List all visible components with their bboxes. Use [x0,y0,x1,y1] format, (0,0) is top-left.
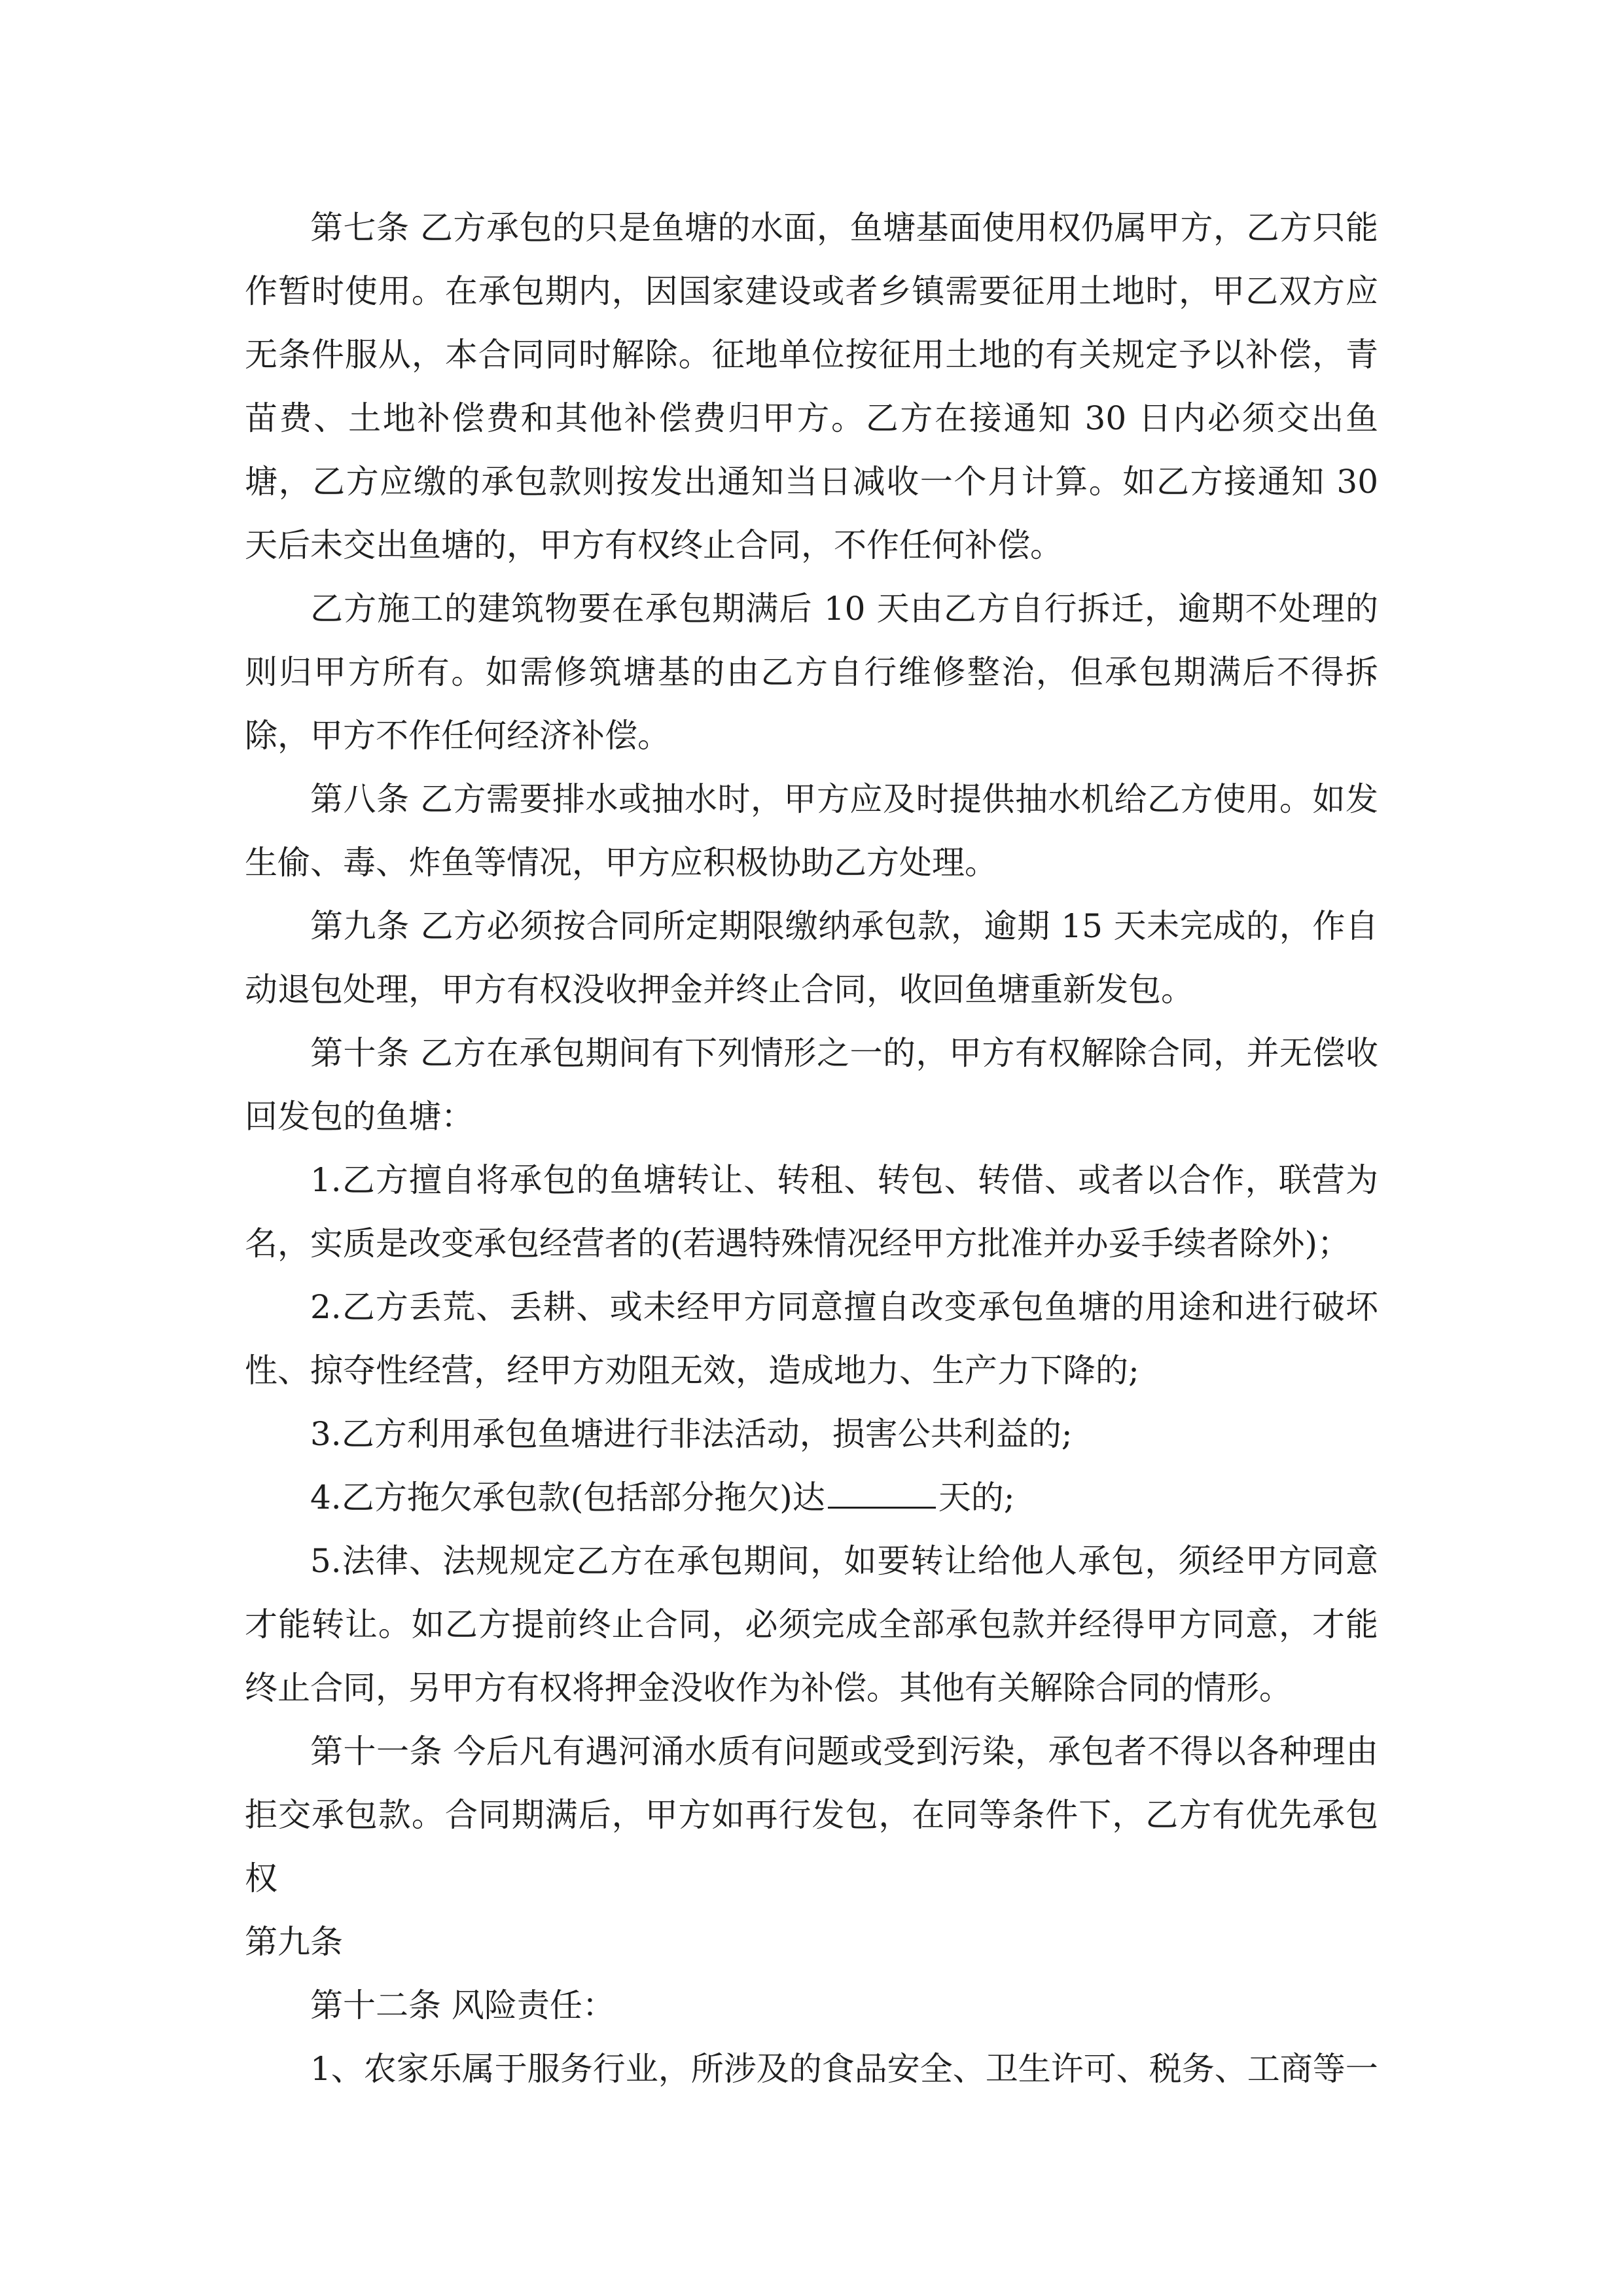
article-10-paragraph: 第十条 乙方在承包期间有下列情形之一的，甲方有权解除合同，并无偿收回发包的鱼塘： [245,1034,1378,1136]
article-12-item-1: 1、农家乐属于服务行业，所涉及的食品安全、卫生许可、税务、工商等一 [310,2050,1378,2088]
article-10-item-4 [245,1466,1378,1530]
article-11-paragraph: 第十一条 今后凡有遇河涌水质有问题或受到污染，承包者不得以各种理由拒交承包款。合同期满后，甲方如再行发包，在同等条件下，乙方有优先承包权 [245,1732,1378,1897]
article-9-paragraph: 第九条 乙方必须按合同所定期限缴纳承包款，逾期 15 天未完成的，作自动退包处理，甲方有权没收押金并终止合同，收回鱼塘重新发包。 [245,907,1378,1009]
article-7-supplement-paragraph: 乙方施工的建筑物要在承包期满后 10 天由乙方自行拆迁，逾期不处理的则归甲方所有。如需修筑塘基的由乙方自行维修整治，但承包期满后不得拆除，甲方不作任何经济补偿。 [245,590,1378,755]
article-12-heading: 第十二条 风险责任： [310,1986,615,2024]
article-7-paragraph: 第七条 乙方承包的只是鱼塘的水面，鱼塘基面使用权仍属甲方，乙方只能作暂时使用。在承包期内，因国家建设或者乡镇需要征用土地时，甲乙双方应无条件服从，本合同同时解除。征地单位按征用土地的有关规定予以补偿，青苗费、土地补偿费和其他补偿费归甲方。乙方在接通知 30 日内必须交出鱼塘，乙方应缴的承包款则按发出通知当日减收一个月计算。如乙方接通知 30 天后未交出鱼塘的，甲方有权终止合同，不作任何补偿。 [245,209,1378,564]
fill-in-blank [828,1480,936,1509]
item-4-suffix: 天的; [938,1479,1015,1516]
article-8-paragraph: 第八条 乙方需要排水或抽水时，甲方应及时提供抽水机给乙方使用。如发生偷、毒、炸鱼等情况，甲方应积极协助乙方处理。 [245,780,1378,882]
article-10-item-2: 2.乙方丢荒、丢耕、或未经甲方同意擅自改变承包鱼塘的用途和进行破坏性、掠夺性经营，经甲方劝阻无效，造成地力、生产力下降的; [245,1288,1378,1390]
article-10-item-5: 5.法律、法规规定乙方在承包期间，如要转让给他人承包，须经甲方同意才能转让。如乙方提前终止合同，必须完成全部承包款并经得甲方同意，才能终止合同，另甲方有权将押金没收作为补偿。其他有关解除合同的情形。 [245,1542,1378,1707]
document-body [245,196,1378,2101]
article-9-reference: 第九条 [245,1923,343,1961]
article-10-item-3: 3.乙方利用承包鱼塘进行非法活动，损害公共利益的; [310,1415,1073,1453]
article-10-item-1: 1.乙方擅自将承包的鱼塘转让、转租、转包、转借、或者以合作，联营为名，实质是改变承包经营者的(若遇特殊情况经甲方批准并办妥手续者除外)； [245,1161,1378,1263]
item-4-prefix: 4.乙方拖欠承包款(包括部分拖欠)达 [310,1479,825,1516]
